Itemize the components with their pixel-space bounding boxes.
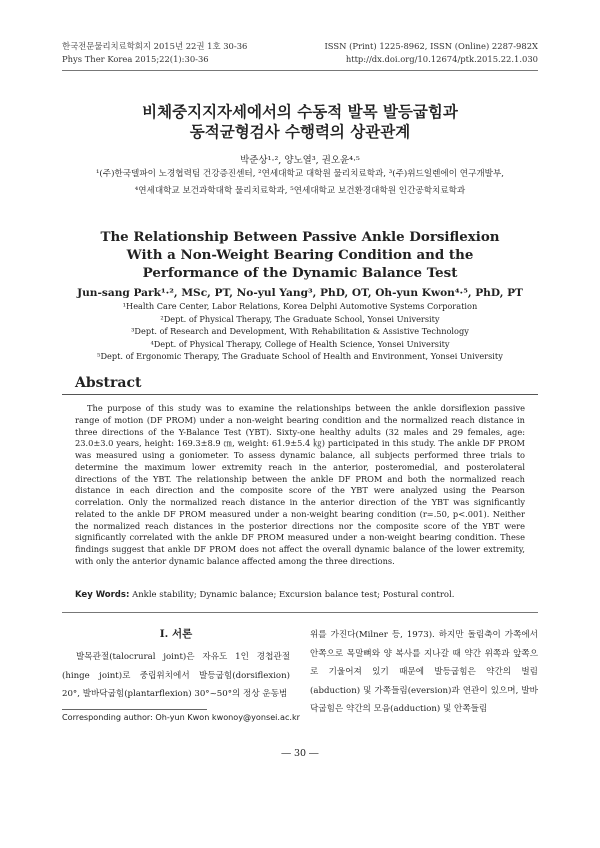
korean-affiliations: ¹(주)한국델파이 노경협력팀 건강증진센터, ²연세대학교 대학원 물리치료학과, ³(주)위드일렌에이 연구개발부, ⁴연세대학교 보건과학대학 물리치료학과, ⁵연세대학교 보건환경대학원 인간공학치료학과 (95, 169, 505, 196)
journal-header-right (324, 40, 538, 66)
keywords-divider (62, 612, 538, 613)
keywords (75, 590, 538, 600)
journal-korean: 한국전문물리치료학회지 2015년 22권 1호 30-36 (62, 41, 248, 51)
korean-authors: 박준상¹·², 양노열³, 권오윤⁴·⁵ (240, 155, 360, 166)
journal-english: Phys Ther Korea 2015;22(1):30-36 (62, 54, 209, 64)
intro-heading: Ⅰ. 서론 (159, 628, 193, 640)
abstract-heading: Abstract (75, 375, 142, 391)
keywords-label: Key Words: (75, 590, 130, 600)
abstract-body: The purpose of this study was to examine the relationships between the ankle dorsiflexion passive range of motion (DF PROM) under a non-weight bearing condition and the normalized reach distance in three directions of the Y-Balance Test (YBT). Sixty-one healthy adults (32 males and 29 females, age: 23.0±3.0 years, height: 169.3±8.9 ㎝, weight: 61.9±5.4 ㎏) participated in this study. The ankle DF PROM was measured using a goniometer. To assess dynamic balance, all subjects performed three trials to determine the maximum lower extremity reach in the anterior, posteromedial, and posterolateral directions of the YBT. The relationship between the ankle DF PROM and both the normalized reach distance in each direction and the composite score of the YBT were analyzed using the Pearson correlation. Only the normalized reach distance in the anterior direction of the YBT was significantly related to the ankle DF PROM measured under a non-weight bearing condition (r=.50, p<.001). Neither the normalized reach distances in the posterior directions nor the composite score of the YBT were significantly correlated with the ankle DF PROM measured under a non-weight bearing condition. These findings suggest that ankle DF PROM does not affect the overall dynamic balance of the lower extremity, with only the anterior dynamic balance affected among the three directions. (75, 403, 525, 566)
intro-left-column: 발목관절(talocrural joint)은 자유도 1인 경첩관절(hinge joint)로 중립위치에서 발등굽힘(dorsiflexion) 20°, 발바닥굽힘(plantarflexion) 30°~50°의 정상 운동범 (62, 652, 290, 699)
issn: ISSN (Print) 1225-8962, ISSN (Online) 2287-982X (324, 41, 538, 51)
english-affiliations: ¹Health Care Center, Labor Relations, Korea Delphi Automotive Systems Corporation ²Dept. of Physical Therapy, The Graduate School, Yonsei University ³Dept. of Research and Development, With Rehabilitation & Assistive Technology ⁴Dept. of Physical Therapy, College of Health Science, Yonsei University ⁵Dept. of Ergonomic Therapy, The Graduate School of Health and Environment, Yonsei University (97, 301, 503, 361)
english-title: The Relationship Between Passive Ankle Dorsiflexion With a Non-Weight Bearing Condition and the Performance of the Dynamic Balance Test (100, 229, 500, 281)
english-authors: Jun-sang Park¹·², MSc, PT, No-yul Yang³, PhD, OT, Oh-yun Kwon⁴·⁵, PhD, PT (77, 287, 523, 299)
keywords-text: Ankle stability; Dynamic balance; Excursion balance test; Postural control. (132, 590, 455, 600)
header-divider (62, 70, 538, 71)
journal-header-left (62, 40, 247, 66)
page-number: ― 30 ― (281, 748, 319, 759)
intro-right-column: 위를 가진다(Milner 등, 1973). 하지만 돌림축이 가쪽에서 안쪽으로 목말뼈와 양 복사를 지나갈 때 약간 위쪽과 앞쪽으로 기울어져 있기 때문에 발등굽힘은 약간의 벌림(abduction) 및 가쪽들림(eversion)과 연관이 있으며, 발바닥굽힘은 약간의 모음(adduction) 및 안쪽들림 (310, 630, 538, 714)
footnote-divider (62, 709, 207, 710)
abstract-divider (62, 394, 538, 395)
korean-title: 비체중지지자세에서의 수동적 발목 발등굽힘과 동적균형검사 수행력의 상관관계 (142, 102, 458, 141)
doi-link[interactable]: http://dx.doi.org/10.12674/ptk.2015.22.1.030 (345, 54, 538, 64)
corresponding-author-footnote: Corresponding author: Oh-yun Kwon kwonoy@yonsei.ac.kr (62, 712, 301, 722)
